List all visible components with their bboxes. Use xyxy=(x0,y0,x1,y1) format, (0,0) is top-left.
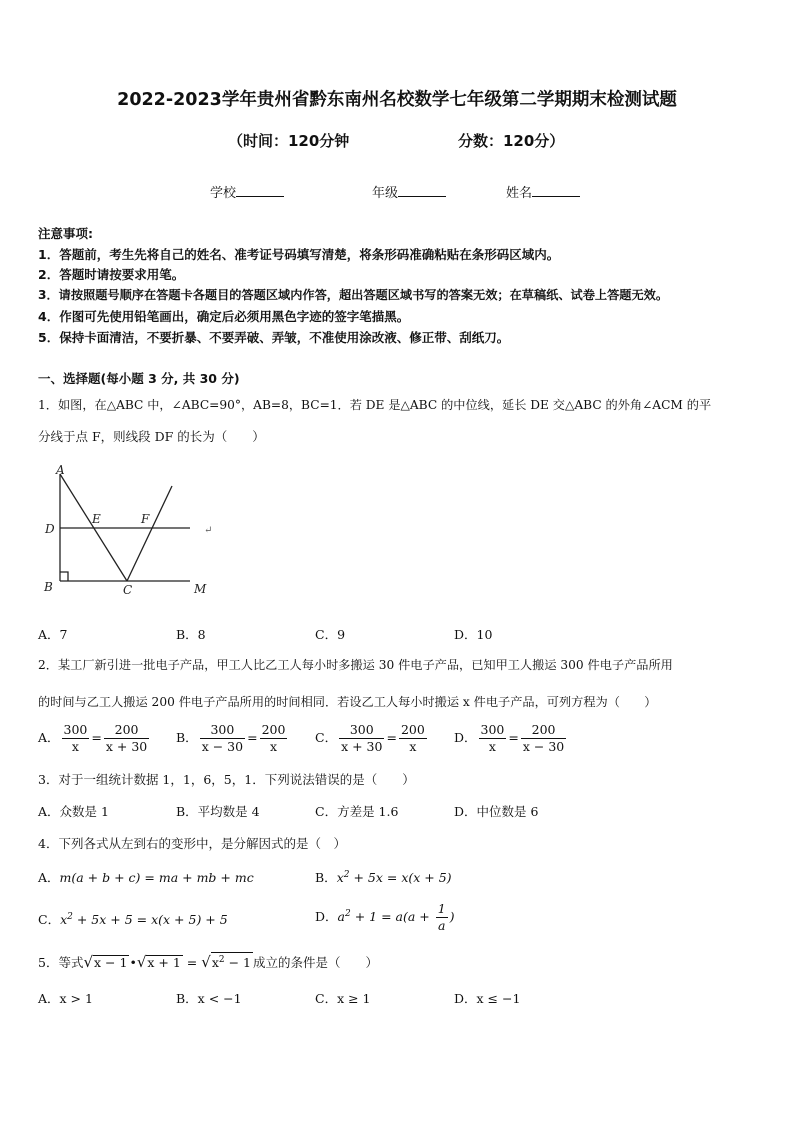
q2-option-b[interactable]: B． $\frac{300}{x - 30}$ = $\frac{200}{x}$ xyxy=(176,722,286,754)
grade-label: 年级 xyxy=(372,186,399,201)
q5-prefix: 5．等式 xyxy=(38,955,84,971)
notice-heading: 注意事项: xyxy=(38,226,93,241)
q4-stem: 4．下列各式从左到右的变形中，是分解因式的是（ ） xyxy=(38,836,346,851)
label-e: E xyxy=(92,512,101,526)
notice-item: 3．请按照题号顺序在答题卡各题目的答题区域内作答，超出答题区域书写的答案无效；在草稿纸、试卷上答题无效。 xyxy=(38,288,669,302)
q2-option-a[interactable]: A． $\frac{300}{x}$ = $\frac{200}{x + 30}$ xyxy=(38,722,148,754)
q5-option-b[interactable]: B．x < −1 xyxy=(176,991,242,1006)
math-expression: x xyxy=(60,912,68,927)
frac-numerator: 300 xyxy=(200,722,245,739)
frac-denominator: x xyxy=(488,739,496,754)
frac-denominator: x xyxy=(269,739,278,754)
frac-numerator: 300 xyxy=(480,722,505,737)
q1-triangle-figure xyxy=(38,462,228,602)
q3-option-c[interactable]: C．方差是 1.6 xyxy=(315,804,399,819)
notice-item: 2．答题时请按要求用笔。 xyxy=(38,267,185,282)
frac-numerator: 1 xyxy=(437,901,446,916)
frac-numerator: 200 xyxy=(261,722,286,737)
label-a: A xyxy=(56,463,65,477)
label-b: B xyxy=(44,580,53,594)
option-label: A． xyxy=(38,730,60,745)
q2-stem-line2: 的时间与乙工人搬运 200 件电子产品所用的时间相同．若设乙工人每小时搬运 x 件电子产品，可列方程为（ ） xyxy=(38,695,657,709)
q4-option-d[interactable]: D．$a^2 + 1 = a(a$ + $\frac{1}{a}$ ) xyxy=(315,901,455,933)
frac-denominator: x xyxy=(71,739,79,754)
q2-option-c[interactable]: C． $\frac{300}{x + 30}$ = $\frac{200}{x}$ xyxy=(315,722,425,754)
q1-stem-line1: 1．如图，在△ABC 中，∠ABC=90°，AB=8，BC=1．若 DE 是△ABC 的中位线，延长 DE 交△ABC 的外角∠ACM 的平 xyxy=(38,398,712,412)
frac-numerator: 300 xyxy=(63,722,88,737)
notice-item: 4．作图可先使用铅笔画出，确定后必须用黑色字迹的签字笔描黑。 xyxy=(38,309,410,324)
q3-option-b[interactable]: B．平均数是 4 xyxy=(176,804,260,819)
name-label: 姓名 xyxy=(506,186,533,201)
q5-stem: 5．等式√x − 1 •√x + $1 = √x^2 - 1$ 成立的条件是（ ） xyxy=(38,953,378,972)
label-f: F xyxy=(141,512,150,526)
label-m: M xyxy=(194,582,207,596)
option-label: C． xyxy=(315,730,338,745)
q4-option-a[interactable] xyxy=(38,868,254,886)
q5-suffix: 成立的条件是（ ） xyxy=(252,955,378,971)
frac-numerator: 200 xyxy=(104,722,149,739)
label-c: C xyxy=(123,583,133,597)
option-label: D． xyxy=(454,730,477,745)
name-field xyxy=(506,182,580,201)
frac-denominator: x xyxy=(409,739,417,754)
school-blank[interactable] xyxy=(236,184,284,197)
radicand: − 1 xyxy=(224,955,251,971)
frac-denominator: x + 30 xyxy=(105,739,148,754)
q5-option-c[interactable]: C．x ≥ 1 xyxy=(315,991,371,1006)
equals-sign: = xyxy=(182,955,202,971)
frac-denominator: x − 30 xyxy=(201,739,244,754)
q3-option-a[interactable]: A．众数是 1 xyxy=(38,804,109,819)
exam-time: （时间：120分钟 xyxy=(228,132,350,150)
frac-denominator: a xyxy=(437,918,446,933)
radicand: x − 1 xyxy=(94,955,128,971)
q4-option-c[interactable]: C．$x^2 + 5x + 5 = x(x + 5) + 5$ xyxy=(38,911,228,927)
right-angle-mark xyxy=(60,572,68,581)
q1-option-a[interactable]: A．7 xyxy=(38,627,68,642)
q4-option-b[interactable]: B．$x^2 + 5x = x(x + 5)$ xyxy=(315,869,452,885)
q1-stem-line2: 分线于点 F，则线段 DF 的长为（ ） xyxy=(38,429,265,444)
notice-item: 1．答题前，考生先将自己的姓名、准考证号码填写清楚，将条形码准确粘贴在条形码区域内。 xyxy=(38,247,560,262)
q3-option-d[interactable]: D．中位数是 6 xyxy=(454,804,539,819)
section-heading: 一、选择题(每小题 3 分, 共 30 分) xyxy=(38,371,240,386)
frac-numerator: 200 xyxy=(521,722,566,739)
grade-field xyxy=(372,182,446,201)
option-label: D． xyxy=(315,909,338,924)
q2-option-d[interactable]: D． $\frac{300}{x}$ = $\frac{200}{x - 30}$ xyxy=(454,722,565,754)
label-d: D xyxy=(45,522,55,536)
frac-numerator: 300 xyxy=(339,722,384,739)
frac-numerator: 200 xyxy=(400,722,425,737)
q5-option-a[interactable]: A．x > 1 xyxy=(38,991,93,1006)
exam-score: 分数：120分） xyxy=(458,132,565,150)
q1-option-d[interactable]: D．10 xyxy=(454,627,493,642)
exam-title: 2022-2023学年贵州省黔东南州名校数学七年级第二学期期末检测试题 xyxy=(117,90,677,110)
math-expression: + 5x = x(x + 5) xyxy=(349,870,452,885)
q1-option-b[interactable]: B．8 xyxy=(176,627,206,642)
math-expression: m(a + b + c) = ma + mb + mc xyxy=(59,870,254,885)
option-label: B． xyxy=(176,730,198,745)
math-expression: x xyxy=(336,870,344,885)
frac-denominator: x + 30 xyxy=(341,739,383,754)
name-blank[interactable] xyxy=(532,184,580,197)
q2-stem-line1: 2．某工厂新引进一批电子产品，甲工人比乙工人每小时多搬运 30 件电子产品，已知甲工人搬运 300 件电子产品所用 xyxy=(38,658,673,672)
math-expression: + 5x + 5 = x(x + 5) + 5 xyxy=(72,912,228,927)
option-label: C． xyxy=(38,912,61,927)
math-expression: + 1 = a(a + xyxy=(350,909,434,924)
grade-blank[interactable] xyxy=(398,184,446,197)
radicand: x + 1 xyxy=(147,955,181,971)
school-label: 学校 xyxy=(210,186,237,201)
option-label: A． xyxy=(38,870,60,885)
notice-item: 5．保持卡面清洁，不要折暴、不要弄破、弄皱，不准使用涂改液、修正带、刮纸刀。 xyxy=(38,330,510,345)
multiply-dot: • xyxy=(129,955,137,971)
angle-bisector-cf xyxy=(127,486,172,581)
option-label: B． xyxy=(315,870,337,885)
q3-stem: 3．对于一组统计数据 1，1，6，5，1．下列说法错误的是（ ） xyxy=(38,772,415,787)
radicand: x xyxy=(211,955,219,971)
math-expression: ) xyxy=(449,909,455,924)
paragraph-mark-icon: ↵ xyxy=(204,525,213,536)
frac-denominator: x − 30 xyxy=(522,739,565,754)
q5-option-d[interactable]: D．x ≤ −1 xyxy=(454,991,521,1006)
school-field xyxy=(210,182,284,201)
q1-option-c[interactable]: C．9 xyxy=(315,627,346,642)
math-expression: a xyxy=(337,909,345,924)
